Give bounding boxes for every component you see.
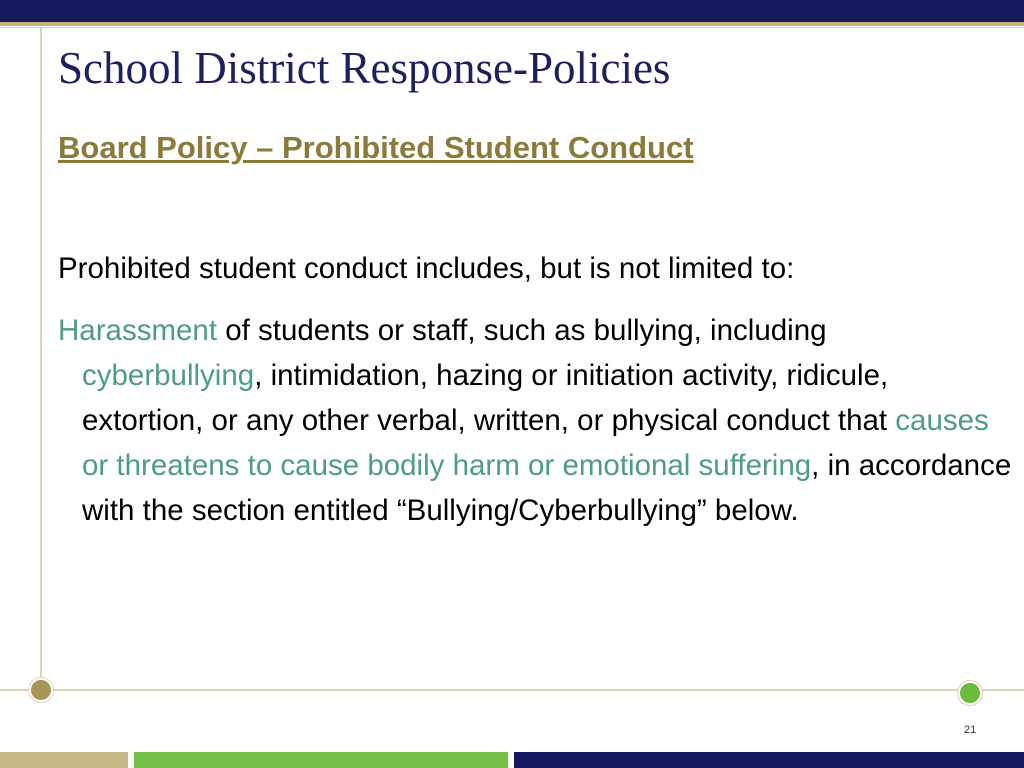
- bottom-band-navy: [514, 752, 1024, 768]
- intro-text: Prohibited student conduct includes, but is not limited to:: [58, 252, 795, 285]
- top-thin-line: [0, 27, 1024, 28]
- bottom-band-gold: [0, 752, 128, 768]
- top-band: [0, 0, 1024, 22]
- slide-title: School District Response-Policies: [58, 43, 671, 93]
- bottom-band-green: [134, 752, 508, 768]
- green-circle-icon: [958, 681, 982, 705]
- left-vertical-rule: [40, 28, 42, 680]
- paragraph-text-3: , in accordance with the section entitled “Bullying/Cyberbullying” below.: [82, 449, 1012, 527]
- top-accent-line: [0, 22, 1024, 26]
- page-number: 21: [964, 724, 977, 736]
- bottom-horizontal-rule: [0, 689, 1024, 691]
- gold-circle-icon: [29, 678, 53, 702]
- highlight-harm: causes or threatens to cause bodily harm or emotional suffering: [82, 404, 989, 482]
- slide-subtitle: Board Policy – Prohibited Student Conduct: [58, 130, 694, 165]
- bullet-paragraph: [58, 308, 1012, 533]
- paragraph-text-2: , intimidation, hazing or initiation activity, ridicule, extortion, or any other verbal, written, or physical conduct that: [82, 359, 896, 437]
- highlight-harassment: Harassment: [58, 314, 218, 347]
- paragraph-text-1: of students or staff, such as bullying, including: [217, 314, 827, 347]
- highlight-cyberbullying: cyberbullying: [82, 359, 255, 392]
